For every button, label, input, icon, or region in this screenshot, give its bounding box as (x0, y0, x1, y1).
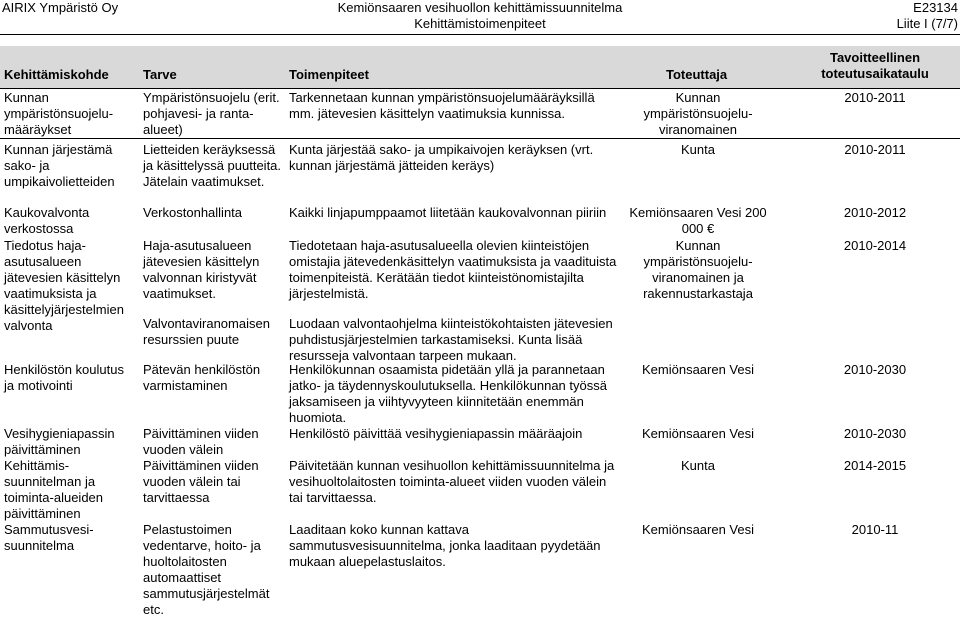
row-toteuttaja: Kunta (681, 142, 715, 157)
row-toimenpiteet: Henkilökunnan osaamista pidetään yllä ja parannetaan jatko- ja täydennyskoulutuksella. Henkilökunnan työssä jaksamiseen ja viihtyvyyteen kiinnitetään enemmän huomiota. (289, 362, 607, 425)
row-aikataulu: 2010-2012 (843, 205, 907, 220)
col-header-toteuttaja: Toteuttaja (666, 67, 728, 82)
col-header-aikataulu: Tavoitteellinen toteutusaikataulu (821, 50, 929, 81)
header-subtitle: Kehittämistoimenpiteet (414, 16, 546, 31)
row-toimenpiteet: Henkilöstö päivittää vesihygieniapassin määräajoin (289, 426, 583, 441)
row-tarve: Ympäristönsuojelu (erit. pohjavesi- ja ranta-alueet) (143, 90, 280, 137)
row-aikataulu: 2010-2011 (844, 142, 906, 157)
header-page-number: Liite I (7/7) (896, 16, 958, 31)
row-toteuttaja: Kunta (681, 458, 715, 473)
row-toimenpiteet: Tiedotetaan haja-asutusalueella olevien kiinteistöjen omistajia jätevedenkäsittelyn vaatimuksista ja vaadituista toimenpiteistä. Kerätään tiedot kiinteistönomistajilta järjestelmistä. (289, 238, 617, 301)
row-tarve: Päivittäminen viiden vuoden välein tai tarvittaessa (143, 458, 259, 505)
row-toteuttaja: Kemiönsaaren Vesi (641, 362, 754, 377)
row-tarve: Päivittäminen viiden vuoden välein (143, 426, 259, 457)
row-toimenpiteet: Päivitetään kunnan vesihuollon kehittämissuunnitelma ja vesihuoltolaitosten toiminta-alueet viiden vuoden välein tai tarvittaessa. (289, 458, 615, 505)
row-tarve-secondary: Valvontaviranomaisen resurssien puute (143, 316, 270, 347)
row-aikataulu: 2010-2030 (843, 362, 907, 377)
row-aikataulu: 2010-2014 (843, 238, 907, 253)
row-tarve: Haja-asutusalueen jätevesien käsittelyn valvonnan kiristyvät vaatimukset. (143, 238, 260, 301)
row-kohde: Sammutusvesi-suunnitelma (4, 522, 94, 553)
col-header-kohde: Kehittämiskohde (4, 67, 109, 82)
row-kohde: Kehittämis-suunnitelman ja toiminta-alueiden päivittäminen (4, 458, 104, 521)
row-kohde: Kunnan ympäristönsuojelu-määräykset (4, 90, 114, 137)
col-header-tarve: Tarve (143, 67, 177, 82)
row-toteuttaja: Kemiönsaaren Vesi 200 000 € (629, 205, 767, 236)
col-header-toimenpiteet: Toimenpiteet (289, 67, 369, 82)
row-tarve: Pelastustoimen vedentarve, hoito- ja huoltolaitosten automaattiset sammutusjärjestelmät etc. (143, 522, 270, 617)
row-kohde: Kaukovalvonta verkostossa (4, 205, 90, 236)
row-tarve: Verkostonhallinta (143, 205, 243, 220)
row-toteuttaja: Kunnan ympäristönsuojelu-viranomainen (643, 90, 753, 137)
header-title: Kemiönsaaren vesihuollon kehittämissuunnitelma (337, 0, 623, 15)
row-toimenpiteet: Tarkennetaan kunnan ympäristönsuojelumääräyksillä mm. jätevesien käsittelyn vaatimuksia kunnissa. (289, 90, 595, 121)
row-toimenpiteet: Laaditaan koko kunnan kattava sammutusvesisuunnitelma, jonka laaditaan pyydetään mukaan aluepelastuslaitos. (289, 522, 601, 569)
row-toteuttaja: Kemiönsaaren Vesi (641, 522, 754, 537)
row-aikataulu: 2014-2015 (843, 458, 907, 473)
row-kohde: Vesihygieniapassin päivittäminen (4, 426, 115, 457)
row-kohde: Tiedotus haja-asutusalueen jätevesien käsittelyn vaatimuksista ja käsittelyjärjestelmien valvonta (4, 238, 124, 333)
table-header (0, 46, 960, 89)
row-aikataulu: 2010-2030 (843, 426, 907, 441)
row-toteuttaja: Kemiönsaaren Vesi (641, 426, 754, 441)
header-organization: AIRIX Ympäristö Oy (2, 0, 119, 15)
row-toimenpiteet-secondary: Luodaan valvontaohjelma kiinteistökohtaisten jätevesien puhdistusjärjestelmien tarkastamiseksi. Kunta lisää resursseja valvontaan tarpeen mukaan. (289, 316, 613, 363)
row-divider (0, 138, 960, 139)
row-aikataulu: 2010-11 (851, 522, 899, 537)
row-aikataulu: 2010-2011 (844, 90, 906, 105)
row-toimenpiteet: Kaikki linjapumppaamot liitetään kaukovalvonnan piiriin (289, 205, 607, 220)
header-code: E23134 (913, 0, 958, 15)
row-tarve: Pätevän henkilöstön varmistaminen (143, 362, 261, 393)
row-kohde: Henkilöstön koulutus ja motivointi (4, 362, 124, 393)
row-toimenpiteet: Kunta järjestää sako- ja umpikaivojen keräyksen (vrt. kunnan järjestämä jätteiden keräys) (289, 142, 594, 173)
row-tarve: Lietteiden keräyksessä ja käsittelyssä puutteita. Jätelain vaatimukset. (143, 142, 282, 189)
page-header (0, 0, 960, 35)
row-toteuttaja: Kunnan ympäristönsuojelu-viranomainen ja rakennustarkastaja (643, 238, 753, 301)
row-kohde: Kunnan järjestämä sako- ja umpikaivolietteiden (4, 142, 115, 189)
